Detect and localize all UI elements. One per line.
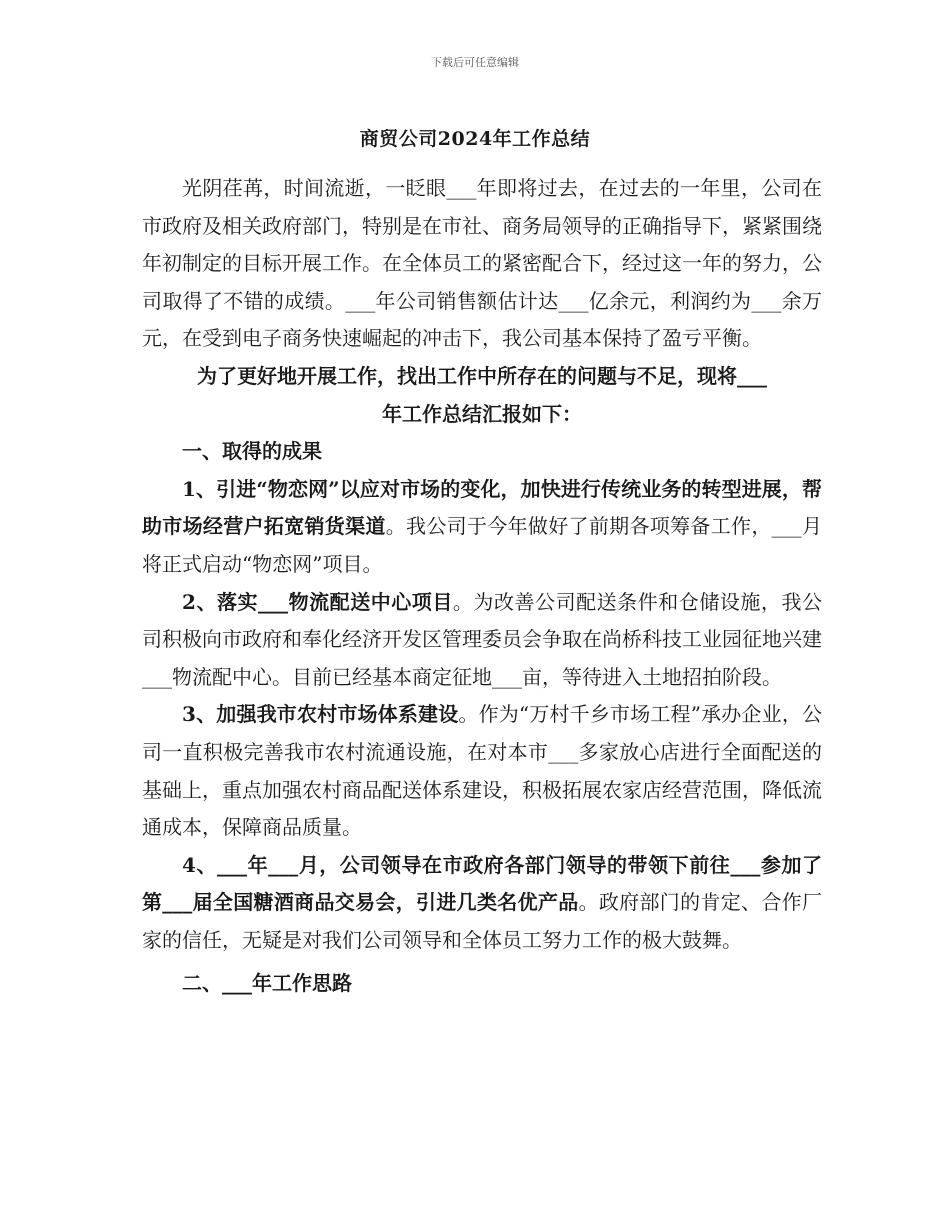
item-1-bold: 1、引进“物恋网”以应对市场的变化，加快进行传统业务的转型进展，帮助市场经营户拓宽销货渠道 <box>142 476 822 539</box>
header-note: 下载后可任意编辑 <box>431 56 519 69</box>
item-4-text: 。政府部门的肯定、合作厂家的信任，无疑是对我们公司领导和全体员工努力工作的极大鼓舞。 <box>142 890 822 952</box>
achievement-item-4 <box>142 847 822 960</box>
item-2-bold: 2、落实___物流配送中心项目 <box>182 589 453 614</box>
section-heading-achievements: 一、取得的成果 <box>182 439 322 464</box>
document-body <box>142 170 822 1003</box>
report-intro-line-2: 年工作总结汇报如下： <box>382 401 582 426</box>
item-3-bold: 3、加强我市农村市场体系建设 <box>182 702 459 727</box>
item-4-bold: 4、___年___月，公司领导在市政府各部门领导的带领下前往___参加了第___届全国糖酒商品交易会，引进几类名优产品 <box>142 852 822 915</box>
item-2-text: 。为改善公司配送条件和仓储设施，我公司积极向市政府和奉化经济开发区管理委员会争取在尚桥科技工业园征地兴建___物流配中心。目前已经基本商定征地___亩，等待进入土地招拍阶段。 <box>142 589 823 689</box>
item-3-text: 。作为“万村千乡市场工程”承办企业，公司一直积极完善我市农村流通设施，在对本市___多家放心店进行全面配送的基础上，重点加强农村商品配送体系建设，积极拓展农家店经营范围，降低流通成本，保障商品质量。 <box>142 702 823 840</box>
item-1-text: 。我公司于今年做好了前期各项筹备工作，___月将正式启动“物恋网”项目。 <box>142 514 822 576</box>
section-heading-work-plan: 二、___年工作思路 <box>182 971 352 996</box>
achievement-item-3 <box>142 696 822 846</box>
achievement-item-1 <box>142 471 822 584</box>
document-title: 商贸公司2024年工作总结 <box>359 128 591 150</box>
intro-paragraph: 光阴荏苒，时间流逝，一眨眼___年即将过去，在过去的一年里，公司在市政府及相关政府部门，特别是在市社、商务局领导的正确指导下，紧紧围绕年初制定的目标开展工作。在全体员工的紧密配合下，经过这一年的努力，公司取得了不错的成绩。___年公司销售额估计达___亿余元，利润约为___余万元，在受到电子商务快速崛起的冲击下，我公司基本保持了盈亏平衡。 <box>142 176 822 351</box>
achievement-item-2 <box>142 584 822 697</box>
report-intro-line-1: 为了更好地开展工作，找出工作中所存在的问题与不足，现将___ <box>197 363 767 388</box>
